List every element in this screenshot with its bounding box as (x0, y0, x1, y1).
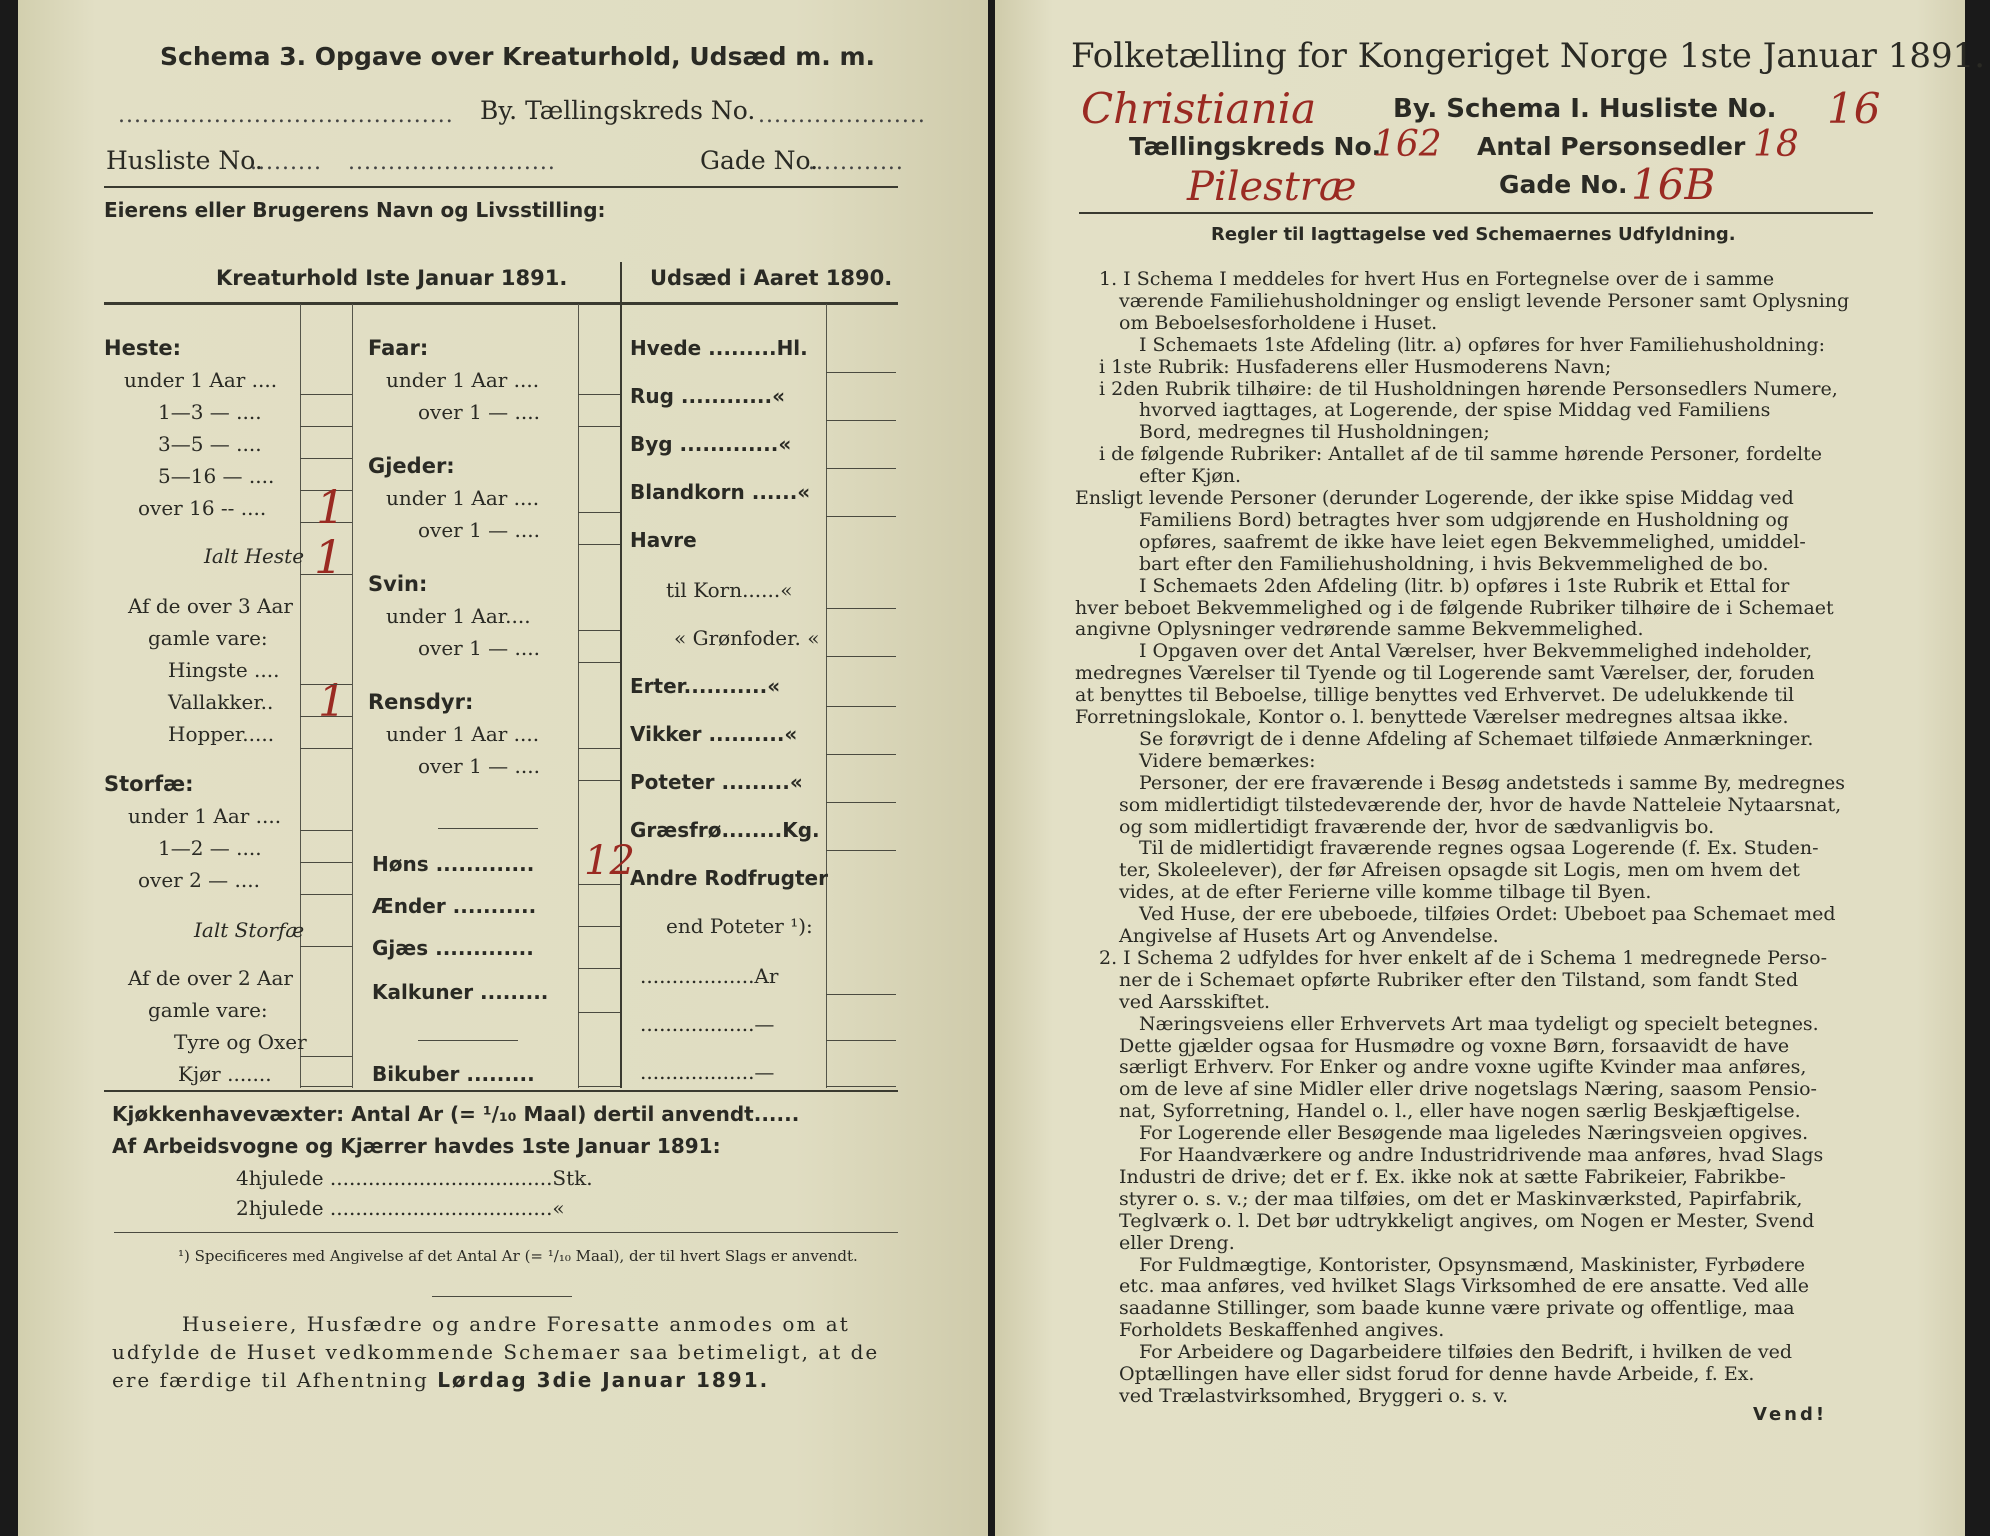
rule-line: saadanne Stillinger, som baade kunne være private og offentlige, maa (1119, 1297, 1795, 1320)
handwritten-city: Christiania (1081, 84, 1317, 133)
rule-line: Bord, medregnes til Husholdningen; (1139, 421, 1490, 444)
faar-row: under 1 Aar .... (386, 368, 540, 392)
rule-line: eller Dreng. (1119, 1231, 1235, 1254)
byg: Byg .............« (630, 432, 792, 456)
rule-line: For Arbeidere og Dagarbeidere tilføies den Bedrift, i hvilken de ved (1139, 1341, 1792, 1364)
svin-label: Svin: (368, 572, 428, 596)
storfae-label: Storfæ: (104, 772, 194, 796)
rule-line: Videre bemærkes: (1139, 749, 1316, 772)
andre-rodfrugter: Andre Rodfrugter (630, 866, 828, 890)
rule-line: Angivelse af Husets Art og Anvendelse. (1119, 925, 1499, 947)
hopper: Hopper..... (168, 722, 275, 746)
rule-line: Teglværk o. l. Det bør udtrykkeligt angives, om Nogen er Mester, Svend (1119, 1209, 1815, 1232)
tyre-og-oxer: Tyre og Oxer (174, 1030, 307, 1054)
svin-row: under 1 Aar.... (386, 604, 531, 628)
handwritten-antal: 18 (1753, 124, 1799, 165)
rules-title: Regler til Iagttagelse ved Schemaernes Udfyldning. (1211, 224, 1736, 245)
rule-line: Næringsveiens eller Erhvervets Art maa tydeligt og specielt betegnes. (1139, 1012, 1819, 1035)
rule-line: medregnes Værelser til Tyende og til Logerende samt Værelser, der, foruden (1075, 662, 1815, 685)
handwritten-husliste: 16 (1827, 84, 1881, 133)
gjeder-row: over 1 — .... (418, 518, 540, 542)
rule-line: opføres, saafremt de ikke have leiet egen Bekvemmelighed, umiddel- (1139, 530, 1806, 553)
rule-line: som midlertidigt tilstedeværende der, hvor de havde Natteleie Nytaarsnat, (1119, 793, 1842, 816)
gjeder-label: Gjeder: (368, 454, 455, 478)
rule-line: Ensligt levende Personer (derunder Logerende, der ikke spise Middag ved (1075, 487, 1794, 509)
kreaturhold-header: Kreaturhold Iste Januar 1891. (216, 266, 568, 290)
rensdyr-row: over 1 — .... (418, 754, 540, 778)
erter: Erter...........« (630, 674, 781, 698)
by-kreds-label: By. Tællingskreds No. (480, 96, 756, 125)
rug: Rug ............« (630, 384, 786, 408)
rule-line: etc. maa anføres, ved hvilket Slags Virksomhed de ere ansatte. Ved alle (1119, 1275, 1810, 1298)
storfae-row: under 1 Aar .... (128, 804, 282, 828)
ialt-heste: Ialt Heste (204, 544, 305, 568)
af-over-2: Af de over 2 Aar (128, 966, 293, 990)
rule-line: Forholdets Beskaffenhed angives. (1119, 1319, 1445, 1342)
gjaes: Gjæs ............. (372, 936, 534, 960)
rule-line: For Fuldmægtige, Kontorister, Opsynsmænd, Maskinister, Fyrbødere (1139, 1253, 1805, 1276)
ialt-storfae: Ialt Storfæ (194, 918, 305, 942)
appeal-line: udfylde de Huset vedkommende Schemaer saa betimeligt, at de (112, 1340, 880, 1364)
rule-line: For Haandværkere og andre Industridrivende maa anføres, hvad Slags (1139, 1144, 1824, 1166)
gamle-vare-2: gamle vare: (148, 998, 268, 1022)
rule-line: ved Aarsskiftet. (1119, 990, 1270, 1013)
divider (104, 186, 898, 188)
husliste-label: Husliste No. (106, 146, 263, 175)
rensdyr-label: Rensdyr: (368, 690, 474, 714)
rule-line: om de leve af sine Midler eller drive nogetslags Næring, saasom Pensio- (1119, 1078, 1817, 1101)
heste-row: under 1 Aar .... (124, 368, 278, 392)
storfae-row: 1—2 — .... (158, 836, 262, 860)
rule-line: Se forøvrigt de i denne Afdeling af Schemaet tilføiede Anmærkninger. (1139, 727, 1814, 750)
handwritten-kreds: 162 (1373, 124, 1442, 165)
end-poteter: end Poteter ¹): (666, 914, 813, 938)
handwritten-over16: 1 (316, 480, 346, 534)
rule-line: Dette gjælder ogsaa for Husmødre og voxne Børn, forsaavidt de have (1119, 1034, 1790, 1057)
fireh: 4hjulede ...................................Stk. (236, 1166, 593, 1190)
rule-line: I Schemaets 2den Afdeling (litr. b) opføres i 1ste Rubrik et Ettal for (1139, 574, 1790, 597)
heste-label: Heste: (104, 336, 181, 360)
kreds-label: Tællingskreds No. (1129, 132, 1382, 161)
rule-line: I Schemaets 1ste Afdeling (litr. a) opføres for hver Familiehusholdning: (1139, 333, 1826, 356)
rule-line: Familiens Bord) betragtes hver som udgjørende en Husholdning og (1139, 508, 1789, 531)
rule-line: værende Familiehusholdninger og ensligt levende Personer samt Oplysning (1119, 289, 1850, 312)
rule-line: angivne Oplysninger vedrørende samme Bekvemmelighed. (1075, 618, 1644, 641)
handwritten-vallakker: 1 (318, 676, 346, 727)
ar-line: ..................Ar (640, 964, 779, 988)
rule-line: 2. I Schema 2 udfyldes for hver enkelt af de i Schema 1 medregnede Perso- (1099, 946, 1828, 969)
rule-line: 1. I Schema I meddeles for hvert Hus en Fortegnelse over de i samme (1099, 268, 1775, 290)
udsaed-header: Udsæd i Aaret 1890. (650, 266, 893, 290)
rule-line: Forretningslokale, Kontor o. l. benyttede Værelser medregnes altsaa ikke. (1075, 706, 1789, 728)
rule-line: hvorved iagttages, at Logerende, der spise Middag ved Familiens (1139, 399, 1771, 422)
rule-line: styrer o. s. v.; der maa tilføies, om det er Maskinværksted, Papirfabrik, (1119, 1187, 1803, 1210)
gjeder-row: under 1 Aar .... (386, 486, 540, 510)
rule-line: vides, at de efter Ferierne ville komme tilbage til Byen. (1119, 881, 1652, 904)
rule-line: at benyttes til Beboelse, tillige benyttes ved Erhvervet. De udelukkende til (1075, 684, 1795, 707)
graesfro: Græsfrø........Kg. (630, 818, 820, 842)
left-page: Schema 3. Opgave over Kreaturhold, Udsæd m. m. .......................................... By. Tællingskreds No. ..................... Husliste No. ......... .......................... Gade No. ............ Eierens eller Brugerens Navn og Livsstilling: Kreaturhold Iste Januar 1891. Udsæd i Aaret 1890. Heste: under 1 Aar .... 1—3 — .... 3—5 — .... 5—16 — .... over 16 -- .... 1 Ialt Heste 1 Af de over 3 Aar gamle vare: Hingste .... Vallakker.. 1 Hopper..... Storfæ: under 1 Aar .... 1—2 — .... over 2 — .... Ialt Storfæ Af de over 2 Aar gamle vare: Tyre og Oxer Kjør ....... Faar: under 1 Aar .... over 1 — .... Gjeder: under 1 Aar .... over 1 — .... Svin: under 1 Aar.... over 1 — .... Rensdyr: under 1 Aar .... over 1 — .... Høns ............. 12 Ænder ........... Gjæs ............. Kalkuner ......... Bikuber ......... Hvede .........Hl. Rug ............« Byg .............« Blandkorn ......« Havre til Korn......« « Grønfoder. « Erter...........« Vikker ..........« Poteter .........« Græsfrø........Kg. Andre Rodfrugter end Poteter ¹): ..................Ar ..................— ..................— Kjøkkenhavevæxter: Antal Ar (= ¹/₁₀ Maal) dertil anvendt...... Af Arbeidsvogne og Kjærrer havdes 1ste Januar 1891: 4hjulede ...................................Stk. 2hjulede ...................................« ¹) Specificeres med Angivelse af det Antal Ar (= ¹/₁₀ Maal), der til hvert Slags er anvendt. Huseiere, Husfædre og andre Foresatte anmodes om at udfylde de Huset vedkommende Schemaer saa betimeligt, at de ere færdige til Afhentning Lørdag 3die Januar 1891. (18, 0, 988, 1536)
af-over-3: Af de over 3 Aar (128, 594, 293, 618)
rule-line: nat, Syforretning, Handel o. l., eller have nogen særlig Beskjæftigelse. (1119, 1100, 1801, 1123)
rule-line: ner de i Schemaet opførte Rubriker efter den Tilstand, som fandt Sted (1119, 968, 1799, 991)
havre: Havre (630, 528, 697, 552)
poteter: Poteter .........« (630, 770, 803, 794)
rule-line: Optællingen have eller sidst forud for denne havde Arbeide, f. Ex. (1119, 1363, 1755, 1385)
dash-line: ..................— (640, 1060, 775, 1084)
hvede: Hvede .........Hl. (630, 336, 808, 360)
svin-row: over 1 — .... (418, 636, 540, 660)
rule-line: Industri de drive; det er f. Ex. ikke nok at sætte Fabrikeier, Fabrikbe- (1119, 1165, 1786, 1188)
hons: Høns ............. (372, 852, 535, 876)
appeal-line: ere færdige til Afhentning Lørdag 3die Januar 1891. (112, 1368, 770, 1392)
footnote: ¹) Specificeres med Angivelse af det Antal Ar (= ¹/₁₀ Maal), der til hvert Slags er anvendt. (178, 1247, 858, 1265)
rule-line: I Opgaven over det Antal Værelser, hver Bekvemmelighed indeholder, (1139, 640, 1813, 663)
rule-line: Til de midlertidigt fraværende regnes ogsaa Logerende (f. Ex. Studen- (1139, 837, 1819, 860)
census-title: Folketælling for Kongeriget Norge 1ste Januar 1891. (1071, 36, 1986, 76)
heste-row: 1—3 — .... (158, 400, 262, 424)
storfae-row: over 2 — .... (138, 868, 260, 892)
dash-line: ..................— (640, 1012, 775, 1036)
handwritten-gade: Pilestræ (1187, 164, 1357, 210)
bikuber: Bikuber ......... (372, 1062, 535, 1086)
gade-label: Gade No. (700, 146, 819, 175)
rule-line: og som midlertidigt fraværende der, hvor de sædvanligvis bo. (1119, 815, 1715, 838)
gronfoder: « Grønfoder. « (674, 626, 820, 650)
rule-line: ter, Skoleelever), der før Afreisen opsagde sit Logis, men om hvem det (1119, 859, 1800, 882)
rule-line: i de følgende Rubriker: Antallet af de til samme hørende Personer, fordelte (1099, 443, 1823, 466)
faar-row: over 1 — .... (418, 400, 540, 424)
hingste: Hingste .... (168, 658, 280, 682)
gade-no-label: Gade No. (1499, 170, 1628, 199)
antal-personsedler: Antal Personsedler (1477, 132, 1746, 161)
heste-row: 3—5 — .... (158, 432, 262, 456)
rule-line: særligt Erhverv. For Enker og andre voxne ugifte Kvinder maa anføres, (1119, 1056, 1807, 1079)
rule-line: i 2den Rubrik tilhøire: de til Husholdningen hørende Personsedlers Numere, (1099, 377, 1838, 400)
rule-line: i 1ste Rubrik: Husfaderens eller Husmoderens Navn; (1099, 355, 1612, 378)
right-page (995, 0, 1986, 1536)
rensdyr-row: under 1 Aar .... (386, 722, 540, 746)
kjokkenhave: Kjøkkenhavevæxter: Antal Ar (= ¹/₁₀ Maal) dertil anvendt...... (112, 1102, 800, 1126)
rule-line: bart efter den Familiehusholdning, i hvis Bekvemmelighed de bo. (1139, 552, 1769, 575)
til-korn: til Korn......« (666, 578, 793, 602)
kjor: Kjør ....... (178, 1062, 272, 1086)
heste-row: 5—16 — .... (158, 464, 275, 488)
faar-label: Faar: (368, 336, 429, 360)
owner-label: Eierens eller Brugerens Navn og Livsstilling: (104, 198, 606, 222)
vallakker: Vallakker.. (168, 690, 274, 714)
aender: Ænder ........... (372, 894, 537, 918)
rule-line: ved Trælastvirksomhed, Bryggeri o. s. v. (1119, 1384, 1508, 1407)
handwritten-hons: 12 (584, 838, 635, 884)
arbeidsvogne: Af Arbeidsvogne og Kjærrer havdes 1ste Januar 1891: (112, 1134, 721, 1158)
rule-line: om Beboelsesforholdene i Huset. (1119, 311, 1438, 334)
kalkuner: Kalkuner ......... (372, 980, 549, 1004)
handwritten-gade-no: 16B (1631, 160, 1716, 209)
rule-line: hver beboet Bekvemmelighed og i de følgende Rubriker tilhøire de i Schemaet (1075, 596, 1834, 619)
appeal-line: Huseiere, Husfædre og andre Foresatte anmodes om at (182, 1312, 850, 1336)
vikker: Vikker ..........« (630, 722, 798, 746)
rule-line: Personer, der ere fraværende i Besøg andetsteds i samme By, medregnes (1139, 771, 1845, 794)
rule-line: efter Kjøn. (1139, 465, 1242, 488)
rule-line: For Logerende eller Besøgende maa ligeledes Næringsveien opgives. (1139, 1122, 1809, 1145)
toh: 2hjulede ...................................« (236, 1196, 565, 1220)
rule-line: Ved Huse, der ere ubeboede, tilføies Ordet: Ubeboet paa Schemaet med (1139, 903, 1836, 926)
by-schema-label: By. Schema I. Husliste No. (1393, 94, 1777, 124)
blandkorn: Blandkorn ......« (630, 480, 811, 504)
schema3-title: Schema 3. Opgave over Kreaturhold, Udsæd m. m. (160, 42, 876, 71)
heste-row: over 16 -- .... (138, 496, 267, 520)
handwritten-ialt-heste: 1 (314, 530, 344, 584)
vend: Vend! (1753, 1404, 1828, 1425)
gamle-vare: gamle vare: (148, 626, 268, 650)
